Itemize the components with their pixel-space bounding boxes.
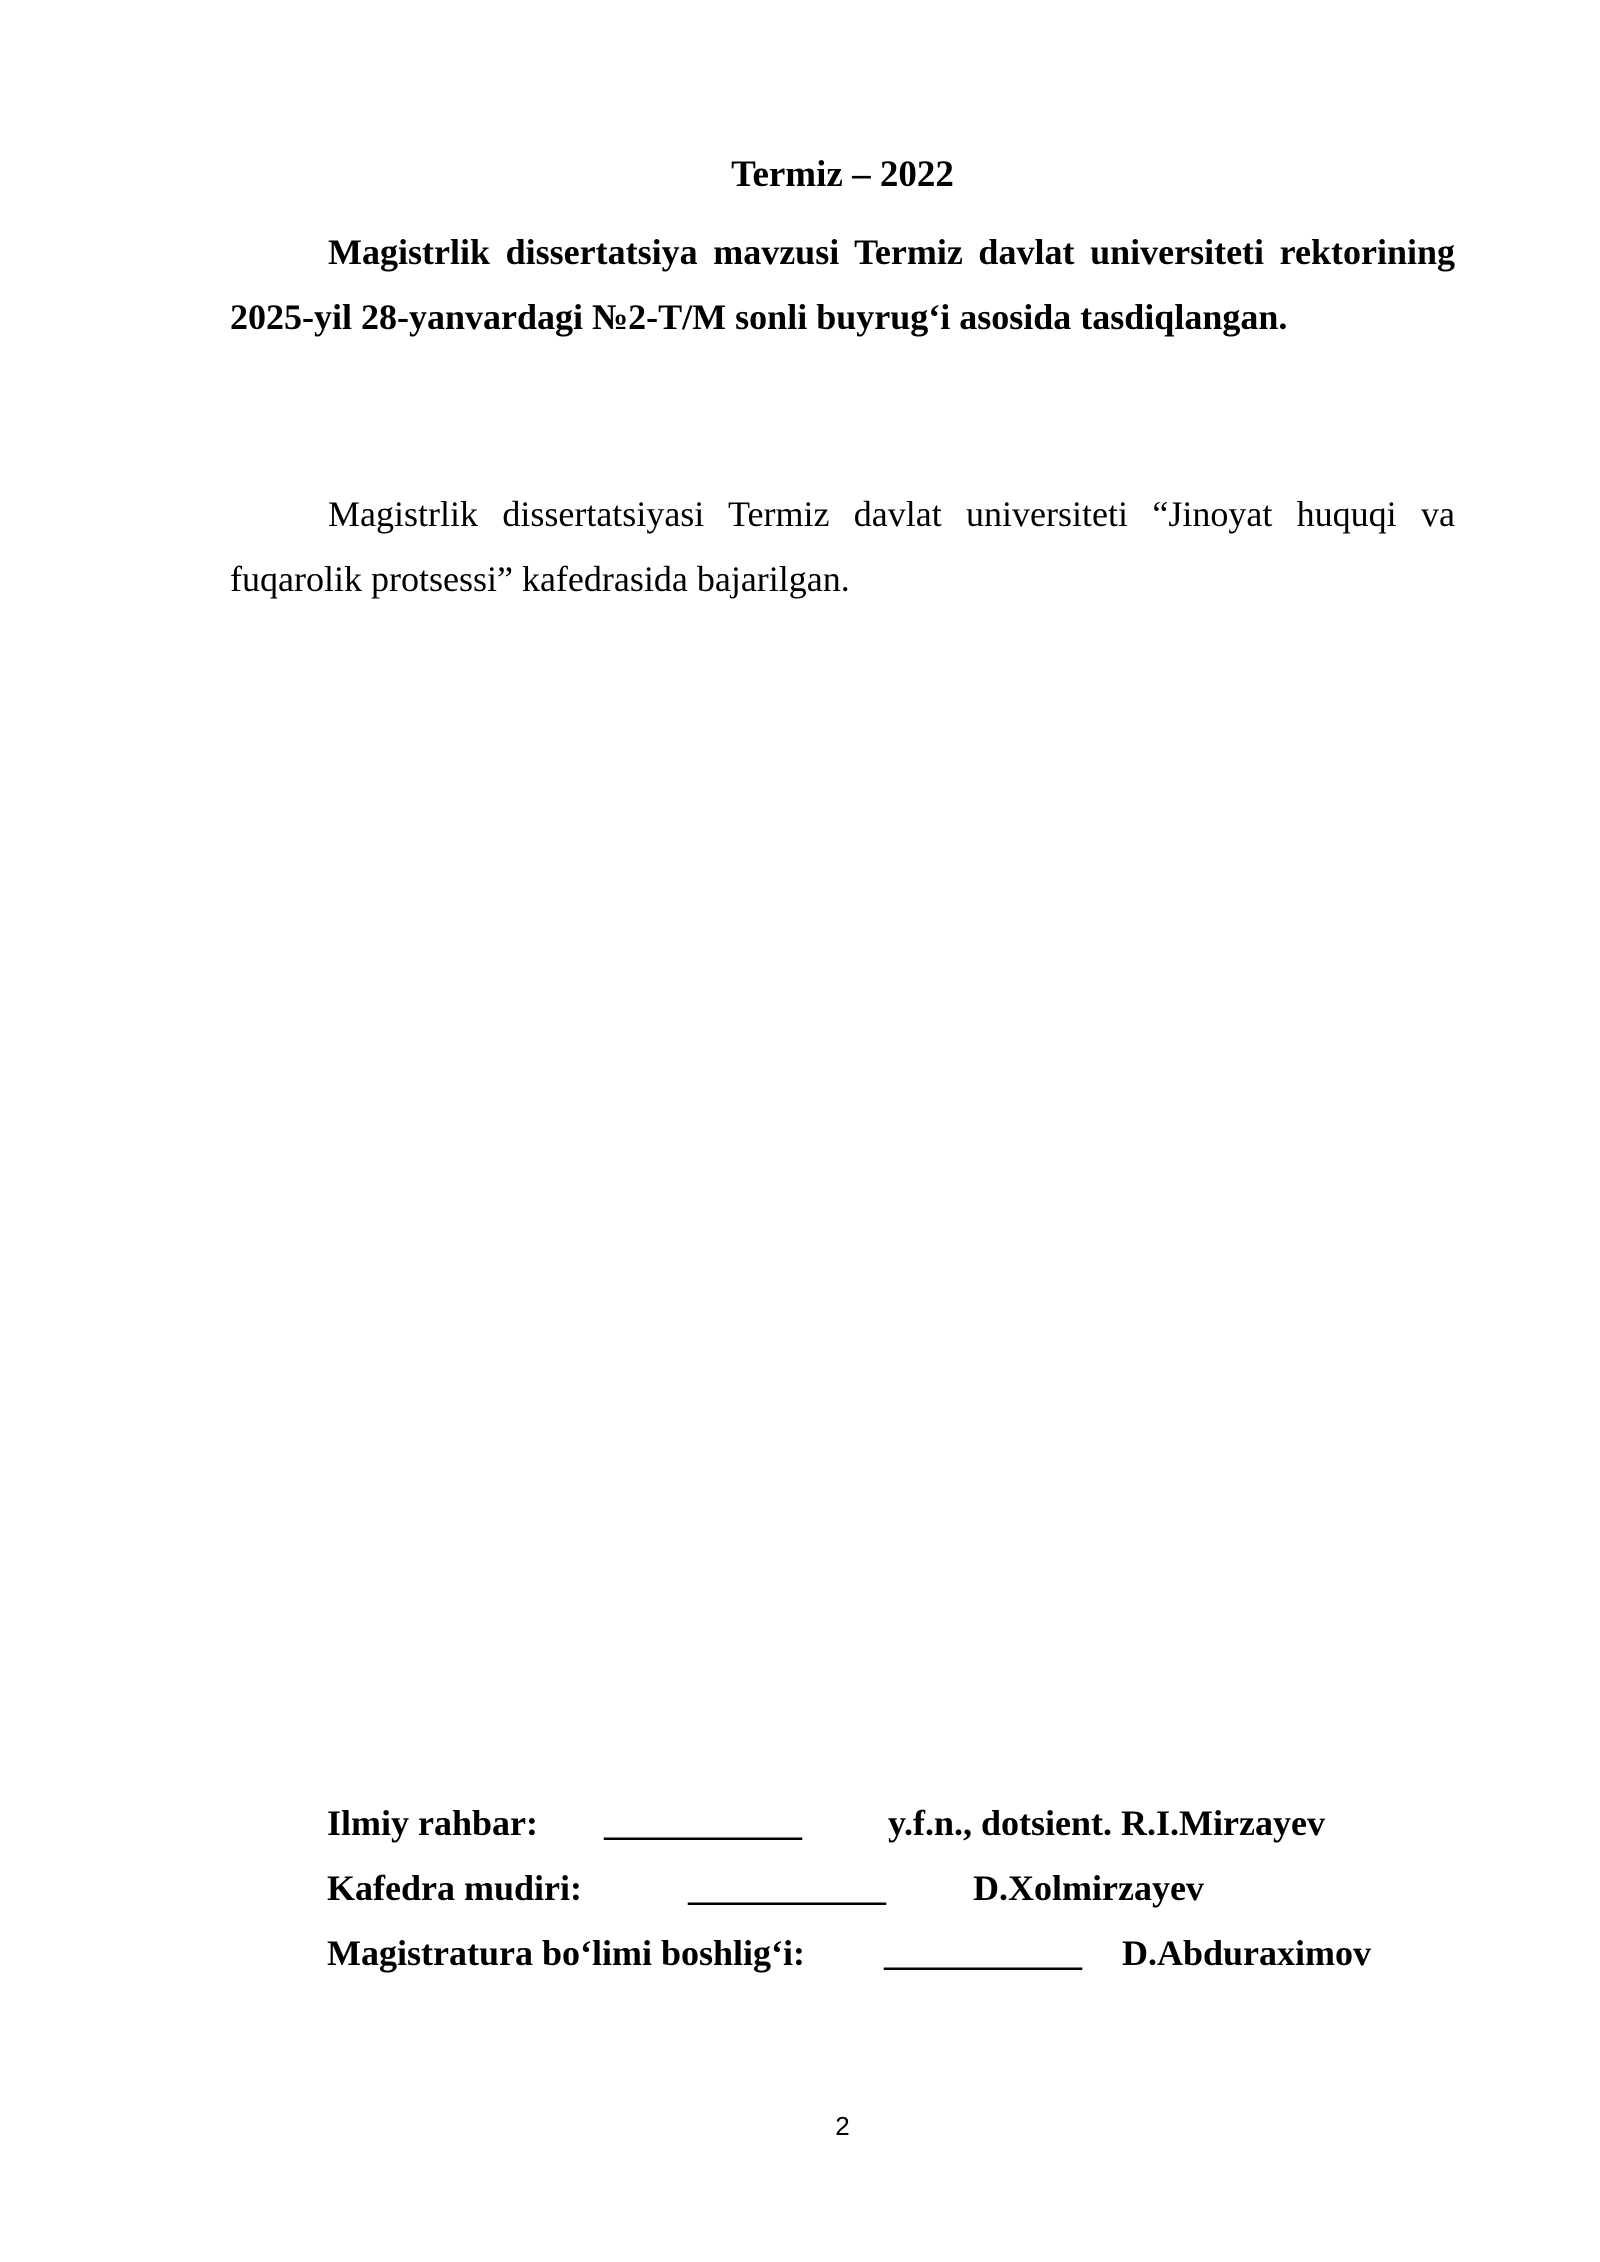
signature-role: Ilmiy rahbar:	[327, 1803, 538, 1843]
signature-name: D.Abduraximov	[1122, 1933, 1372, 1973]
signature-line: ___________	[884, 1933, 1082, 1973]
signature-line: ___________	[604, 1803, 802, 1843]
completion-paragraph: Magistrlik dissertatsiyasi Termiz davlat universiteti “Jinoyat huquqi va fuqarolik protsessi” kafedrasida bajarilgan.	[230, 494, 1455, 599]
approval-paragraph: Magistrlik dissertatsiya mavzusi Termiz davlat universiteti rektorining 2025-yil 28-yanvardagi №2-T/M sonli buyrug‘i asosida tasdiqlangan.	[230, 232, 1455, 337]
signature-row-supervisor	[0, 1793, 1600, 1853]
signature-name: y.f.n., dotsient. R.I.Mirzayev	[888, 1803, 1325, 1843]
city-year-heading: Termiz – 2022	[731, 154, 954, 195]
signature-line: ___________	[688, 1868, 886, 1908]
signature-row-masters-head	[0, 1923, 1600, 1983]
signature-name: D.Xolmirzayev	[973, 1868, 1204, 1908]
signature-row-department-head	[0, 1858, 1600, 1918]
signature-role: Kafedra mudiri:	[327, 1868, 582, 1908]
page-number: 2	[835, 2111, 850, 2141]
signature-role: Magistratura bo‘limi boshlig‘i:	[327, 1933, 805, 1973]
